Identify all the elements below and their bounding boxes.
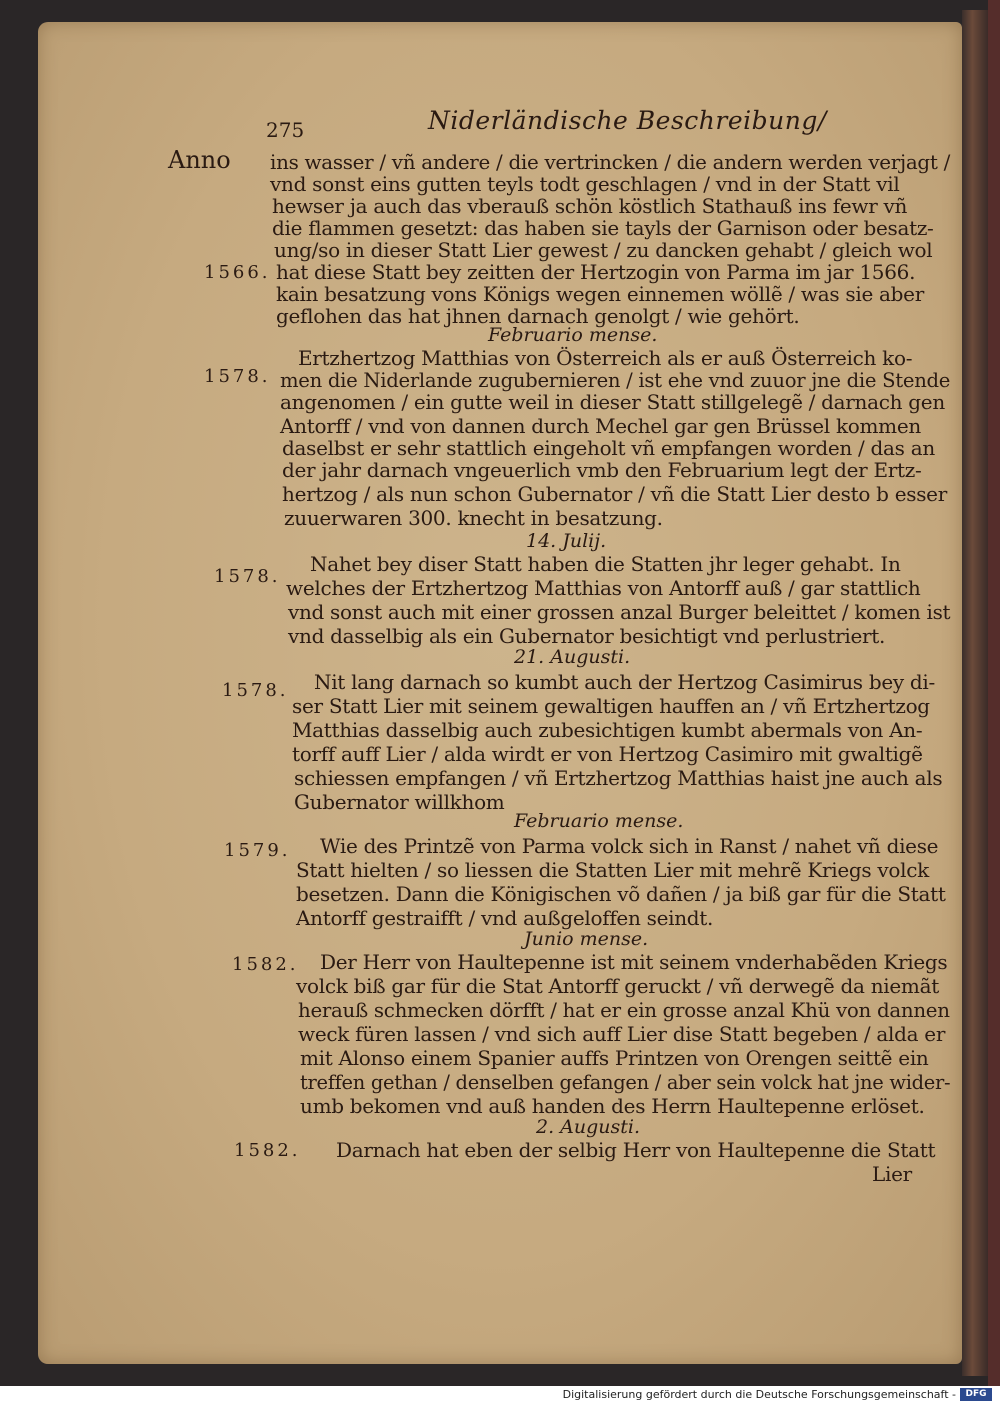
text-line: vnd sonst eins gutten teyls todt geschlagen / vnd in der Statt vil [270,172,900,196]
text-line: herauß schmecken dörfft / hat er ein grosse anzal Khü von dannen [298,998,950,1022]
text-line: zuuerwaren 300. knecht in besatzung. [284,506,663,530]
text-line: weck füren lassen / vnd sich auff Lier dise Statt begeben / alda er [298,1022,946,1046]
text-line: Statt hielten / so liessen die Statten Lier mit mehrẽ Kriegs volck [296,858,929,882]
text-line: kain besatzung vons Königs wegen einnemen wöllẽ / was sie aber [276,282,924,306]
text-line: hat diese Statt bey zeitten der Hertzogin von Parma im jar 1566. [276,260,916,284]
footer-bar [0,1386,1000,1404]
margin-year: 1578. [214,566,281,587]
text-line: ung/so in dieser Statt Lier gewest / zu dancken gehabt / gleich wol [274,238,933,262]
text-line: welches der Ertzhertzog Matthias von Antorff auß / gar stattlich [286,576,921,600]
text-line: daselbst er sehr stattlich eingeholt vñ empfangen worden / das an [282,436,935,460]
footer-credit: Digitalisierung gefördert durch die Deutsche Forschungsgemeinschaft - [562,1388,956,1401]
text-line: ins wasser / vñ andere / die vertrincken / die andern werden verjagt / [270,150,950,174]
text-line: hewser ja auch das vberauß schön köstlich Stathauß ins fewr vñ [272,194,908,218]
text-line: vnd dasselbig als ein Gubernator besichtigt vnd perlustriert. [288,624,886,648]
page-edge [962,10,988,1376]
text-line: ser Statt Lier mit seinem gewaltigen hauffen an / vñ Ertzhertzog [292,694,930,718]
date-heading: 21. Augusti. [514,646,631,668]
text-line: men die Niderlande zugubernieren / ist ehe vnd zuuor jne die Stende [280,368,951,392]
date-heading: Februario mense. [488,324,658,346]
margin-year: 1578. [222,680,289,701]
margin-year: 1582. [234,1140,301,1161]
text-line: mit Alonso einem Spanier auffs Printzen von Orengen seittẽ ein [300,1046,929,1070]
margin-year: 1578. [204,366,271,387]
text-line: Antorff gestraifft / vnd außgeloffen seindt. [296,906,714,930]
date-heading: Junio mense. [524,928,649,950]
text-line: torff auff Lier / alda wirdt er von Hertzog Casimiro mit gwaltigẽ [292,742,923,766]
text-line: Antorff / vnd von dannen durch Mechel gar gen Brüssel kommen [280,414,921,438]
text-line: treffen gethan / denselben gefangen / aber sein volck hat jne wider- [300,1070,951,1094]
margin-year: 1579. [224,840,291,861]
margin-year: 1582. [232,954,299,975]
catchword: Lier [872,1162,912,1186]
text-line: Der Herr von Haultepenne ist mit seinem vnderhabẽden Kriegs [320,950,948,974]
text-line: volck biß gar für die Stat Antorff geruckt / vñ derwegẽ da niemãt [296,974,939,998]
date-heading: Februario mense. [514,810,684,832]
running-head: Niderländische Beschreibung/ [428,106,827,135]
text-line: Wie des Printzẽ von Parma volck sich in Ranst / nahet vñ diese [320,834,939,858]
text-line: Ertzhertzog Matthias von Österreich als er auß Österreich ko- [298,346,913,370]
date-heading: 2. Augusti. [536,1116,641,1138]
text-line: vnd sonst auch mit einer grossen anzal Burger beleittet / komen ist [288,600,951,624]
text-line: schiessen empfangen / vñ Ertzhertzog Matthias haist jne auch als [294,766,943,790]
margin-year: 1566. [204,262,271,283]
text-line: Nit lang darnach so kumbt auch der Hertzog Casimirus bey di- [314,670,935,694]
text-line: Nahet bey diser Statt haben die Statten jhr leger gehabt. In [310,552,901,576]
book-cover-edge [988,0,1000,1386]
text-line: die flammen gesetzt: das haben sie tayls der Garnison oder besatz- [272,216,934,240]
text-line: hertzog / als nun schon Gubernator / vñ die Statt Lier desto b esser [282,482,947,506]
text-line: besetzen. Dann die Königischen võ dañen / ja biß gar für die Statt [296,882,946,906]
text-line: Gubernator willkhom [294,790,505,814]
text-line: geflohen das hat jhnen darnach genolgt / wie gehört. [276,304,800,328]
margin-anno: Anno [168,146,231,174]
text-line: angenomen / ein gutte weil in dieser Statt stillgelegẽ / darnach gen [280,390,945,414]
dfg-logo: DFG [960,1388,992,1401]
text-line: umb bekomen vnd auß handen des Herrn Haultepenne erlöset. [300,1094,925,1118]
text-line: der jahr darnach vngeuerlich vmb den Februarium legt der Ertz- [282,458,922,482]
date-heading: 14. Julij. [526,530,607,552]
text-line: Darnach hat eben der selbig Herr von Haultepenne die Statt [336,1138,936,1162]
page-number: 275 [266,118,305,142]
text-line: Matthias dasselbig auch zubesichtigen kumbt abermals von An- [292,718,923,742]
